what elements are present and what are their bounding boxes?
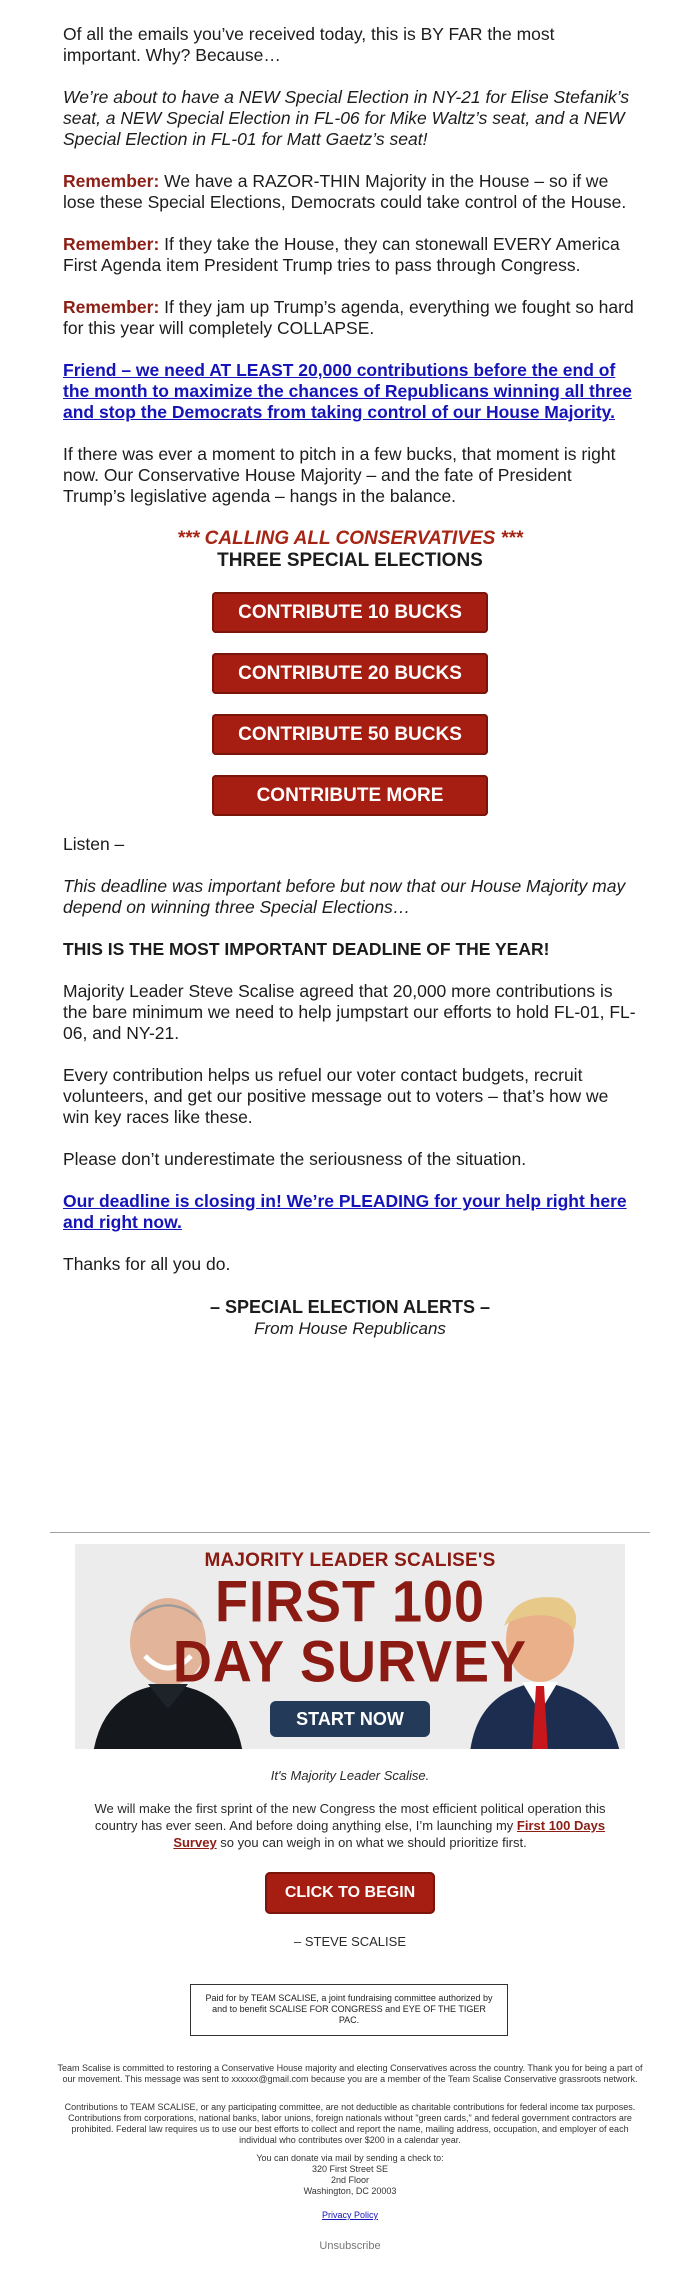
intro-paragraph: Of all the emails you’ve received today, this is BY FAR the most important. Why? Because…: [63, 24, 555, 65]
mail-intro: You can donate via mail by sending a check to:: [256, 2153, 444, 2163]
banner-day-survey: DAY SURVEY: [172, 1629, 528, 1695]
survey-link[interactable]: First 100 Days Survey: [173, 1818, 606, 1850]
closing-paragraph: [63, 1191, 637, 1233]
email-body: [63, 24, 637, 1339]
privacy-policy-link[interactable]: Privacy Policy: [321, 2210, 378, 2220]
please-paragraph: Please don’t underestimate the seriousness of the situation.: [63, 1149, 527, 1169]
most-important-heading: THIS IS THE MOST IMPORTANT DEADLINE OF THE YEAR!: [63, 939, 550, 959]
remember-label: Remember:: [63, 234, 160, 254]
deadline-paragraph: This deadline was important before but now that our House Majority may depend on winning three Special Elections…: [63, 876, 626, 917]
three-elections-heading: THREE SPECIAL ELECTIONS: [217, 550, 483, 571]
signature: – SPECIAL ELECTION ALERTS –: [209, 1297, 491, 1317]
moment-paragraph: If there was ever a moment to pitch in a few bucks, that moment is right now. Our Conservative House Majority – and the fate of President Trump’s legislative agenda – hangs in the balance.: [63, 444, 616, 506]
remember-label: Remember:: [63, 297, 160, 317]
survey-text-post: so you can weigh in on what we should prioritize first.: [216, 1835, 527, 1850]
click-to-begin-button[interactable]: CLICK TO BEGIN: [265, 1872, 435, 1914]
thanks-paragraph: Thanks for all you do.: [63, 1254, 231, 1274]
friend-paragraph: [63, 360, 637, 423]
majority-leader-line: It's Majority Leader Scalise.: [270, 1768, 430, 1783]
survey-banner[interactable]: [75, 1544, 625, 1749]
address-line-1: 320 First Street SE: [311, 2164, 389, 2174]
listen-paragraph: Listen –: [63, 834, 125, 854]
remember-paragraph-2: [63, 234, 637, 276]
privacy-wrap: [55, 2210, 645, 2221]
special-elections-paragraph: We’re about to have a NEW Special Election in NY-21 for Elise Stefanik’s seat, a NEW Special Election in FL-06 for Mike Waltz’s seat, and a NEW Special Election in FL-01 for Matt Gaetz’s seat!: [63, 87, 630, 149]
scalise-paragraph: Majority Leader Steve Scalise agreed that 20,000 more contributions is the bare minimum we need to help jumpstart our efforts to hold FL-01, FL-06, and NY-21.: [63, 981, 636, 1043]
mail-address: [55, 2153, 645, 2197]
calling-heading: *** CALLING ALL CONSERVATIVES ***: [177, 528, 523, 549]
paid-for-disclaimer: Paid for by TEAM SCALISE, a joint fundraising committee authorized by and to benefit SCALISE FOR CONGRESS and EYE OF THE TIGER PAC.: [190, 1984, 508, 2036]
banner-top-text: MAJORITY LEADER SCALISE'S: [204, 1550, 496, 1571]
committed-text: Team Scalise is committed to restoring a Conservative House majority and electing Conservatives across the country. Thank you for being a part of our movement. This message was sent to xxxxxx@gmail.com because you are a member of the Team Scalise Conservative grassroots network.: [57, 2063, 643, 2084]
banner-first-100: FIRST 100: [214, 1569, 486, 1635]
address-line-2: 2nd Floor: [330, 2175, 370, 2185]
remember-paragraph-3: [63, 297, 637, 339]
contribute-more-button[interactable]: CONTRIBUTE MORE: [212, 775, 488, 816]
remember-paragraph-1: [63, 171, 637, 213]
remember-text-2: If they take the House, they can stonewall EVERY America First Agenda item President Trump tries to pass through Congress.: [63, 234, 620, 275]
steve-signature: – STEVE SCALISE: [294, 1934, 406, 1949]
every-contribution-paragraph: Every contribution helps us refuel our voter contact budgets, recruit volunteers, and get our positive message out to voters – that’s how we win key races like these.: [63, 1065, 609, 1127]
survey-text-pre: We will make the first sprint of the new Congress the most efficient political operation this country has ever seen. And before doing anything else, I’m launching my: [94, 1801, 606, 1833]
remember-text-3: If they jam up Trump’s agenda, everything we fought so hard for this year will completely COLLAPSE.: [63, 297, 634, 338]
contribute-10-button[interactable]: CONTRIBUTE 10 BUCKS: [212, 592, 488, 633]
unsubscribe-link[interactable]: Unsubscribe: [319, 2240, 381, 2252]
remember-text-1: We have a RAZOR-THIN Majority in the House – so if we lose these Special Elections, Democrats could take control of the House.: [63, 171, 627, 212]
contribute-50-button[interactable]: CONTRIBUTE 50 BUCKS: [212, 714, 488, 755]
start-now-button[interactable]: START NOW: [270, 1701, 430, 1737]
friend-link[interactable]: Friend – we need AT LEAST 20,000 contributions before the end of the month to maximize the chances of Republicans winning all three and stop the Democrats from taking control of our House Majority.: [63, 360, 632, 422]
contribute-20-button[interactable]: CONTRIBUTE 20 BUCKS: [212, 653, 488, 694]
section-divider: [50, 1532, 650, 1533]
closing-link[interactable]: Our deadline is closing in! We’re PLEADING for your help right here and right now.: [63, 1191, 627, 1232]
survey-paragraph: [75, 1800, 625, 1851]
signature-subtitle: From House Republicans: [254, 1319, 446, 1338]
contributions-disclaimer: Contributions to TEAM SCALISE, or any participating committee, are not deductible as charitable contributions for federal income tax purposes. Contributions from corporations, national banks, labor unions, foreign nationals without "green cards," and federal government contractors are prohibited. Federal law requires us to use our best efforts to collect and report the name, mailing address, occupation, and employer of each individual who contributes over $200 in a calendar year.: [64, 2102, 636, 2145]
remember-label: Remember:: [63, 171, 160, 191]
address-line-3: Washington, DC 20003: [303, 2186, 397, 2196]
